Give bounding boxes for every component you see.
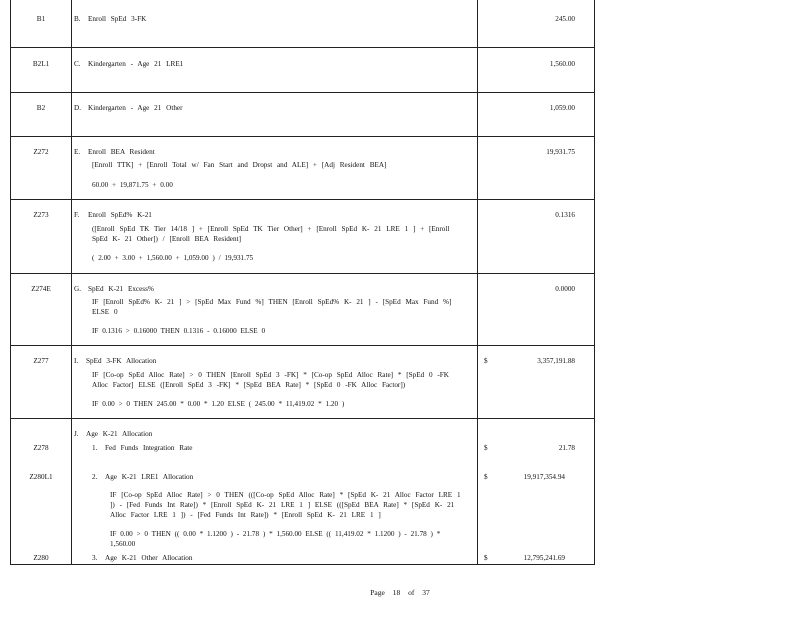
page-of: of (408, 588, 415, 597)
item-title: Fed Funds Integration Rate (105, 444, 193, 452)
row-code: Z274E (31, 285, 51, 293)
page-total: 37 (422, 588, 430, 597)
page-label: Page (370, 588, 385, 597)
dollar-sign: $ (484, 357, 488, 365)
row-letter: F. (74, 211, 80, 219)
row-code: Z280L1 (29, 473, 53, 481)
item-number: 1. (92, 444, 98, 452)
page-number: 18 (392, 588, 401, 597)
row-formula: IF [Enroll SpEd% K- 21 ] > [SpEd Max Fund %] THEN [Enroll SpEd% K- 21 ] - [SpEd Max Fund %] ELSE 0 (92, 298, 452, 316)
row-letter: G. (74, 285, 81, 293)
item-number: 2. (92, 473, 98, 481)
item-number: 3. (92, 554, 98, 562)
row-amount: 3,357,191.88 (537, 357, 575, 365)
row-calc: IF 0.00 > 0 THEN (( 0.00 * 1.1200 ) - 21.78 ) * 1,560.00 ELSE (( 11,419.02 * 1.1200 ) - 21.78 ) * 1,560.00 (110, 530, 441, 548)
row-code: B2L1 (32, 60, 50, 68)
row-amount: 0.0000 (555, 285, 575, 293)
row-title: Enroll BEA Resident (88, 148, 155, 156)
row-code: Z280 (33, 554, 49, 562)
row-formula: IF [Co-op SpEd Alloc Rate] > 0 THEN [Enroll SpEd 3 -FK] * [Co-op SpEd Alloc Rate] * [SpEd 0 -FK Alloc Factor] ELSE ([Enroll SpEd 3 -FK] * [SpEd BEA Rate] * [SpEd 0 -FK Alloc Factor]) (92, 371, 449, 389)
row-title: Kindergarten - Age 21 LRE1 (88, 60, 184, 68)
row-calc: ( 2.00 + 3.00 + 1,560.00 + 1,059.00 ) / 19,931.75 (92, 254, 254, 262)
row-title: SpEd 3-FK Allocation (86, 357, 157, 365)
dollar-sign: $ (484, 554, 488, 562)
row-formula: [Enroll TTK] + [Enroll Total w/ Fan Start and Dropst and ALE] + [Adj Resident BEA] (92, 161, 387, 169)
row-code: Z278 (33, 444, 49, 452)
row-title: Enroll SpEd 3-FK (88, 15, 147, 23)
item-title: Age K-21 Other Allocation (105, 554, 193, 562)
row-code: Z273 (33, 211, 49, 219)
row-amount: 19,931.75 (546, 148, 575, 156)
row-amount: 0.1316 (555, 211, 575, 219)
row-title: Enroll SpEd% K-21 (88, 211, 152, 219)
row-amount: 21.78 (558, 444, 575, 452)
row-title: Kindergarten - Age 21 Other (88, 104, 183, 112)
row-calc: 60.00 + 19,871.75 + 0.00 (92, 181, 173, 189)
row-calc: IF 0.1316 > 0.16000 THEN 0.1316 - 0.16000 ELSE 0 (92, 327, 266, 335)
item-title: Age K-21 LRE1 Allocation (105, 473, 194, 481)
row-calc: IF 0.00 > 0 THEN 245.00 * 0.00 * 1.20 ELSE ( 245.00 * 11,419.02 * 1.20 ) (92, 400, 345, 408)
row-letter: D. (74, 104, 81, 112)
row-letter: B. (74, 15, 81, 23)
row-amount: 245.00 (555, 15, 575, 23)
row-title: SpEd K-21 Excess% (88, 285, 154, 293)
row-amount: 1,059.00 (549, 104, 575, 112)
row-letter: E. (74, 148, 81, 156)
row-code: B2 (36, 104, 46, 112)
row-amount: 19,917,354.94 (523, 473, 565, 481)
row-letter: I. (74, 357, 79, 365)
section-letter: J. (74, 430, 79, 438)
row-letter: C. (74, 60, 81, 68)
row-amount: 1,560.00 (549, 60, 575, 68)
section-title: Age K-21 Allocation (86, 430, 153, 438)
row-code: Z277 (33, 357, 49, 365)
row-amount: 12,795,241.69 (523, 554, 565, 562)
row-code: Z272 (33, 148, 49, 156)
row-formula: ([Enroll SpEd TK Tier 14/18 ] + [Enroll SpEd TK Tier Other] + [Enroll SpEd K- 21 LRE 1 ] + [Enroll SpEd K- 21 Other]) / [Enroll BEA Resident] (92, 225, 450, 243)
row-code: B1 (36, 15, 46, 23)
row-formula: IF [Co-op SpEd Alloc Rate] > 0 THEN (([Co-op SpEd Alloc Rate] * [SpEd K- 21 Alloc Factor LRE 1 ]) - [Fed Funds Int Rate]) * [Enroll SpEd K- 21 LRE 1 ] ELSE (([SpEd BEA Rate] * [SpEd K- 21 Alloc Factor LRE 1 ]) - [Fed Funds Int Rate]) * [Enroll SpEd K- 21 LRE 1 ] (110, 491, 461, 519)
dollar-sign: $ (484, 444, 488, 452)
page-footer (0, 588, 800, 597)
dollar-sign: $ (484, 473, 488, 481)
